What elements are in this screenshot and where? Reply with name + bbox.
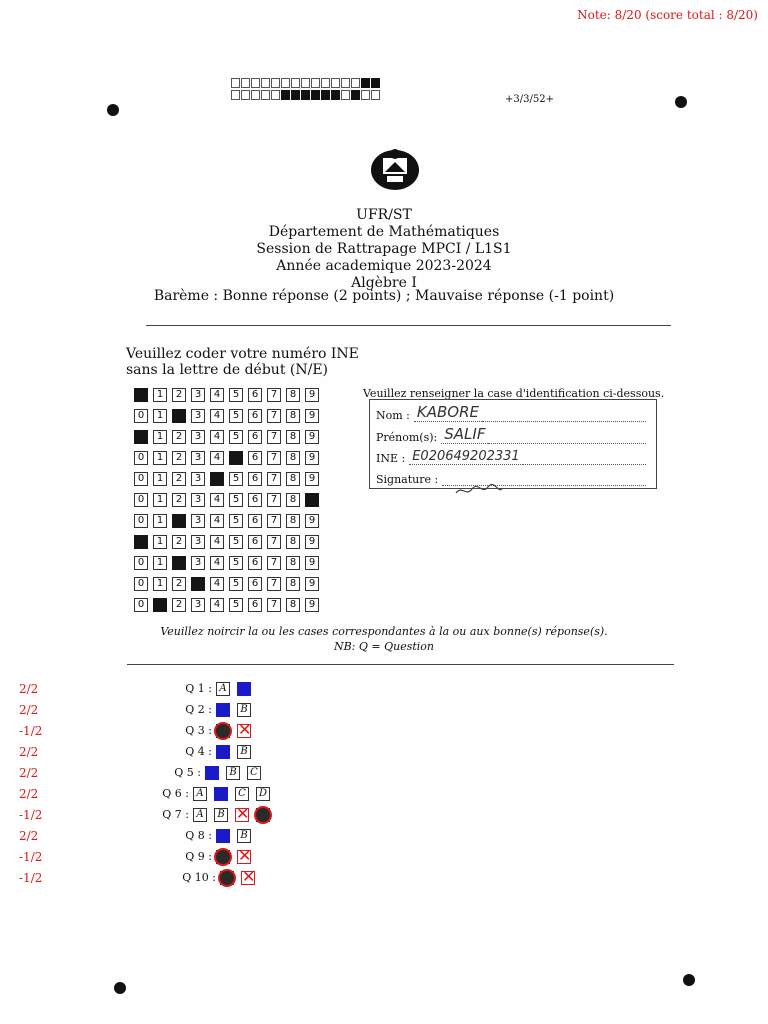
ine-bubble-3[interactable]: 3 xyxy=(191,598,205,612)
question-score: 2/2 xyxy=(19,829,39,843)
ine-bubble-5[interactable]: 5 xyxy=(229,388,243,402)
dotted-line xyxy=(482,421,646,422)
ine-bubble-9[interactable] xyxy=(305,493,319,507)
ine-bubble-3[interactable]: 3 xyxy=(191,430,205,444)
ine-bubble-9[interactable]: 9 xyxy=(305,598,319,612)
answer-box-correct[interactable] xyxy=(214,787,228,801)
ine-bubble-7[interactable]: 7 xyxy=(267,451,281,465)
ine-bubble-0[interactable]: 0 xyxy=(134,451,148,465)
ine-digit-row xyxy=(134,472,324,491)
answer-box[interactable]: B xyxy=(237,745,251,759)
ine-bubble-1[interactable]: 1 xyxy=(153,493,167,507)
ine-digit-row xyxy=(134,598,324,617)
question-score: 2/2 xyxy=(19,766,39,780)
ine-bubble-8[interactable]: 8 xyxy=(286,577,300,591)
ine-bubble-2[interactable]: 2 xyxy=(172,388,186,402)
answer-box[interactable]: B xyxy=(214,808,228,822)
ine-bubble-9[interactable]: 9 xyxy=(305,577,319,591)
ine-bubble-8[interactable]: 8 xyxy=(286,388,300,402)
ine-bubble-1[interactable]: 1 xyxy=(153,556,167,570)
signature-field[interactable] xyxy=(442,485,646,486)
ine-bubble-5[interactable]: 5 xyxy=(229,535,243,549)
answer-box[interactable]: B xyxy=(226,766,240,780)
barcode-cell xyxy=(251,78,260,88)
ine-bubble-7[interactable]: 7 xyxy=(267,388,281,402)
wrong-circle-mark xyxy=(254,806,272,824)
answer-box-correct[interactable] xyxy=(216,829,230,843)
ine-bubble-6[interactable]: 6 xyxy=(248,493,262,507)
ine-bubble-1[interactable] xyxy=(153,598,167,612)
question-score: 2/2 xyxy=(19,787,39,801)
barcode-cell xyxy=(361,90,370,100)
barcode-row xyxy=(231,90,381,100)
question-label: Q 2 : xyxy=(185,703,212,716)
answer-box[interactable]: A xyxy=(216,682,230,696)
ine-bubble-0[interactable] xyxy=(134,430,148,444)
ine-bubble-2[interactable]: 2 xyxy=(172,493,186,507)
ine-instruction-line1: Veuillez coder votre numéro INE xyxy=(126,346,359,362)
divider xyxy=(127,664,674,665)
ine-bubble-6[interactable]: 6 xyxy=(248,577,262,591)
ine-bubble-0[interactable]: 0 xyxy=(134,514,148,528)
ine-bubble-8[interactable]: 8 xyxy=(286,430,300,444)
ine-digit-row xyxy=(134,451,324,470)
ine-digit-row xyxy=(134,430,324,449)
answer-box-correct[interactable] xyxy=(216,745,230,759)
ine-bubble-4[interactable]: 4 xyxy=(210,577,224,591)
ine-digit-row xyxy=(134,577,324,596)
barcode-row xyxy=(231,78,381,88)
ine-bubble-7[interactable]: 7 xyxy=(267,598,281,612)
answer-box[interactable]: A xyxy=(193,787,207,801)
barcode-cell xyxy=(291,90,300,100)
question-label: Q 5 : xyxy=(174,766,201,779)
ine-bubble-8[interactable]: 8 xyxy=(286,493,300,507)
question-label: Q 10 : xyxy=(182,871,216,884)
ine-label: INE : xyxy=(376,452,406,465)
ine-bubble-2[interactable]: 2 xyxy=(172,535,186,549)
barcode-cell xyxy=(281,90,290,100)
prenom-value[interactable]: SALIF xyxy=(441,425,488,444)
ine-bubble-4[interactable]: 4 xyxy=(210,598,224,612)
header-year: Année academique 2023-2024 xyxy=(276,258,492,274)
ine-bubble-7[interactable]: 7 xyxy=(267,472,281,486)
ine-bubble-5[interactable]: 5 xyxy=(229,556,243,570)
ine-bubble-7[interactable]: 7 xyxy=(267,493,281,507)
ine-bubble-8[interactable]: 8 xyxy=(286,514,300,528)
ine-bubble-7[interactable]: 7 xyxy=(267,556,281,570)
university-logo xyxy=(369,146,421,192)
ine-bubble-5[interactable]: 5 xyxy=(229,598,243,612)
dotted-line xyxy=(523,464,646,465)
ine-bubble-4[interactable]: 4 xyxy=(210,451,224,465)
ine-bubble-2[interactable]: 2 xyxy=(172,430,186,444)
ine-bubble-9[interactable]: 9 xyxy=(305,535,319,549)
ine-bubble-2[interactable]: 2 xyxy=(172,598,186,612)
ine-bubble-4[interactable]: 4 xyxy=(210,388,224,402)
ine-bubble-5[interactable]: 5 xyxy=(229,514,243,528)
ine-bubble-4[interactable]: 4 xyxy=(210,535,224,549)
registration-mark xyxy=(114,982,126,994)
ine-bubble-8[interactable]: 8 xyxy=(286,451,300,465)
ine-bubble-3[interactable]: 3 xyxy=(191,493,205,507)
barcode-cell xyxy=(351,78,360,88)
ine-bubble-9[interactable]: 9 xyxy=(305,430,319,444)
question-score: -1/2 xyxy=(19,724,43,738)
signature-label: Signature : xyxy=(376,473,439,486)
barcode-cell xyxy=(271,90,280,100)
wrong-circle-mark xyxy=(214,848,232,866)
ine-bubble-3[interactable]: 3 xyxy=(191,451,205,465)
barcode-cell xyxy=(371,90,380,100)
ine-bubble-1[interactable]: 1 xyxy=(153,388,167,402)
header-session: Session de Rattrapage MPCI / L1S1 xyxy=(256,241,512,257)
ine-bubble-6[interactable]: 6 xyxy=(248,388,262,402)
ine-bubble-0[interactable]: 0 xyxy=(134,472,148,486)
registration-mark xyxy=(107,104,119,116)
ine-bubble-6[interactable]: 6 xyxy=(248,451,262,465)
ine-bubble-8[interactable]: 8 xyxy=(286,556,300,570)
ine-bubble-4[interactable] xyxy=(210,472,224,486)
barcode-cell xyxy=(231,90,240,100)
ine-bubble-2[interactable]: 2 xyxy=(172,472,186,486)
ine-bubble-9[interactable]: 9 xyxy=(305,556,319,570)
ine-digit-row xyxy=(134,493,324,512)
identification-box xyxy=(369,399,657,489)
barcode-cell xyxy=(321,78,330,88)
ine-bubble-8[interactable]: 8 xyxy=(286,472,300,486)
ine-bubble-7[interactable]: 7 xyxy=(267,514,281,528)
barcode-cell xyxy=(361,78,370,88)
ine-bubble-6[interactable]: 6 xyxy=(248,409,262,423)
question-label: Q 6 : xyxy=(162,787,189,800)
barcode-cell xyxy=(301,90,310,100)
fill-instruction: Veuillez noircir la ou les cases correspondantes à la ou aux bonne(s) réponse(s). xyxy=(160,625,608,638)
id-instruction: Veuillez renseigner la case d'identification ci-dessous. xyxy=(363,387,665,400)
header-ufr: UFR/ST xyxy=(356,207,412,223)
barcode-cell xyxy=(281,78,290,88)
ine-bubble-8[interactable]: 8 xyxy=(286,535,300,549)
ine-bubble-4[interactable]: 4 xyxy=(210,409,224,423)
ine-bubble-1[interactable]: 1 xyxy=(153,430,167,444)
ine-bubble-3[interactable]: 3 xyxy=(191,472,205,486)
ine-bubble-4[interactable]: 4 xyxy=(210,514,224,528)
nom-label: Nom : xyxy=(376,409,410,422)
ine-bubble-7[interactable]: 7 xyxy=(267,409,281,423)
ine-bubble-5[interactable]: 5 xyxy=(229,472,243,486)
barcode-cell xyxy=(231,78,240,88)
question-score: -1/2 xyxy=(19,850,43,864)
ine-bubble-1[interactable]: 1 xyxy=(153,409,167,423)
barcode-cell xyxy=(351,90,360,100)
ine-bubble-2[interactable] xyxy=(172,514,186,528)
ine-bubble-4[interactable]: 4 xyxy=(210,430,224,444)
ine-bubble-2[interactable]: 2 xyxy=(172,577,186,591)
ine-bubble-0[interactable] xyxy=(134,388,148,402)
registration-mark xyxy=(683,974,695,986)
ine-bubble-4[interactable]: 4 xyxy=(210,493,224,507)
cross-mark-icon: ✕ xyxy=(242,867,256,886)
ine-digit-row xyxy=(134,535,324,554)
ine-bubble-5[interactable]: 5 xyxy=(229,430,243,444)
question-score: 2/2 xyxy=(19,682,39,696)
ine-bubble-3[interactable] xyxy=(191,577,205,591)
ine-bubble-3[interactable]: 3 xyxy=(191,409,205,423)
barcode-cell xyxy=(271,78,280,88)
cross-mark-icon: ✕ xyxy=(238,846,252,865)
barcode-cell xyxy=(311,90,320,100)
ine-bubble-6[interactable]: 6 xyxy=(248,514,262,528)
ine-bubble-8[interactable]: 8 xyxy=(286,598,300,612)
ine-bubble-5[interactable]: 5 xyxy=(229,493,243,507)
score-note: Note: 8/20 (score total : 8/20) xyxy=(577,8,758,22)
barcode-cell xyxy=(341,78,350,88)
header-grading: Barème : Bonne réponse (2 points) ; Mauvaise réponse (-1 point) xyxy=(153,288,615,304)
ine-bubble-0[interactable]: 0 xyxy=(134,493,148,507)
ine-bubble-5[interactable]: 5 xyxy=(229,409,243,423)
dotted-line xyxy=(488,443,646,444)
ine-bubble-7[interactable]: 7 xyxy=(267,577,281,591)
ine-bubble-3[interactable]: 3 xyxy=(191,514,205,528)
ine-instruction xyxy=(126,346,359,378)
question-score: 2/2 xyxy=(19,745,39,759)
question-label: Q 8 : xyxy=(185,829,212,842)
barcode-cell xyxy=(251,90,260,100)
ine-bubble-1[interactable]: 1 xyxy=(153,514,167,528)
question-label: Q 4 : xyxy=(185,745,212,758)
barcode-cell xyxy=(301,78,310,88)
barcode-cell xyxy=(371,78,380,88)
answer-box-correct[interactable] xyxy=(205,766,219,780)
barcode-cell xyxy=(321,90,330,100)
ine-bubble-2[interactable] xyxy=(172,409,186,423)
ine-bubble-3[interactable]: 3 xyxy=(191,535,205,549)
ine-bubble-0[interactable]: 0 xyxy=(134,409,148,423)
ine-bubble-1[interactable]: 1 xyxy=(153,577,167,591)
barcode-code: +3/3/52+ xyxy=(505,94,554,105)
nb-note: NB: Q = Question xyxy=(333,640,435,653)
ine-instruction-line2: sans la lettre de début (N/E) xyxy=(126,362,329,378)
cross-mark-icon: ✕ xyxy=(238,720,252,739)
question-label: Q 9 : xyxy=(185,850,212,863)
ine-bubble-0[interactable]: 0 xyxy=(134,577,148,591)
signature-scribble xyxy=(454,483,504,497)
wrong-circle-mark xyxy=(214,722,232,740)
answer-box[interactable]: A xyxy=(193,808,207,822)
barcode xyxy=(231,78,381,102)
ine-bubble-9[interactable]: 9 xyxy=(305,472,319,486)
answer-box[interactable]: D xyxy=(256,787,270,801)
ine-bubble-9[interactable]: 9 xyxy=(305,388,319,402)
question-score: -1/2 xyxy=(19,871,43,885)
ine-value[interactable]: E020649202331 xyxy=(409,449,522,465)
question-label: Q 3 : xyxy=(185,724,212,737)
ine-bubble-6[interactable]: 6 xyxy=(248,556,262,570)
ine-bubble-0[interactable]: 0 xyxy=(134,556,148,570)
question-label: Q 1 : xyxy=(185,682,212,695)
ine-bubble-6[interactable]: 6 xyxy=(248,598,262,612)
ine-bubble-7[interactable]: 7 xyxy=(267,430,281,444)
wrong-circle-mark xyxy=(218,869,236,887)
ine-bubble-6[interactable]: 6 xyxy=(248,472,262,486)
ine-bubble-grid xyxy=(134,388,324,619)
registration-mark xyxy=(675,96,687,108)
ine-digit-row xyxy=(134,556,324,575)
barcode-cell xyxy=(341,90,350,100)
barcode-cell xyxy=(331,78,340,88)
ine-digit-row xyxy=(134,514,324,533)
prenom-label: Prénom(s): xyxy=(376,431,438,444)
ine-bubble-9[interactable]: 9 xyxy=(305,451,319,465)
header-department: Département de Mathématiques xyxy=(268,224,500,240)
answer-box-correct[interactable] xyxy=(216,703,230,717)
ine-bubble-5[interactable]: 5 xyxy=(229,577,243,591)
answer-box[interactable]: C xyxy=(247,766,261,780)
question-label: Q 7 : xyxy=(162,808,189,821)
ine-digit-row xyxy=(134,409,324,428)
barcode-cell xyxy=(261,90,270,100)
answer-box[interactable]: B xyxy=(237,703,251,717)
ine-bubble-9[interactable]: 9 xyxy=(305,514,319,528)
divider xyxy=(146,325,671,326)
ine-bubble-5[interactable] xyxy=(229,451,243,465)
nom-value[interactable]: KABORE xyxy=(414,403,482,422)
ine-bubble-3[interactable]: 3 xyxy=(191,556,205,570)
question-score: -1/2 xyxy=(19,808,43,822)
ine-bubble-0[interactable] xyxy=(134,535,148,549)
barcode-cell xyxy=(241,90,250,100)
barcode-cell xyxy=(241,78,250,88)
answer-box[interactable]: B xyxy=(237,829,251,843)
ine-bubble-1[interactable]: 1 xyxy=(153,535,167,549)
ine-bubble-1[interactable]: 1 xyxy=(153,472,167,486)
cross-mark-icon: ✕ xyxy=(236,804,250,823)
barcode-cell xyxy=(331,90,340,100)
ine-bubble-9[interactable]: 9 xyxy=(305,409,319,423)
ine-bubble-4[interactable]: 4 xyxy=(210,556,224,570)
ine-bubble-0[interactable]: 0 xyxy=(134,598,148,612)
ine-bubble-8[interactable]: 8 xyxy=(286,409,300,423)
question-score: 2/2 xyxy=(19,703,39,717)
ine-bubble-3[interactable]: 3 xyxy=(191,388,205,402)
barcode-cell xyxy=(311,78,320,88)
answer-box[interactable]: C xyxy=(235,787,249,801)
barcode-cell xyxy=(291,78,300,88)
ine-bubble-2[interactable] xyxy=(172,556,186,570)
answer-box-correct[interactable] xyxy=(237,682,251,696)
ine-bubble-7[interactable]: 7 xyxy=(267,535,281,549)
header-course: Algèbre I xyxy=(351,275,417,291)
barcode-cell xyxy=(261,78,270,88)
ine-bubble-1[interactable]: 1 xyxy=(153,451,167,465)
ine-bubble-6[interactable]: 6 xyxy=(248,535,262,549)
ine-bubble-2[interactable]: 2 xyxy=(172,451,186,465)
ine-bubble-6[interactable]: 6 xyxy=(248,430,262,444)
ine-digit-row xyxy=(134,388,324,407)
